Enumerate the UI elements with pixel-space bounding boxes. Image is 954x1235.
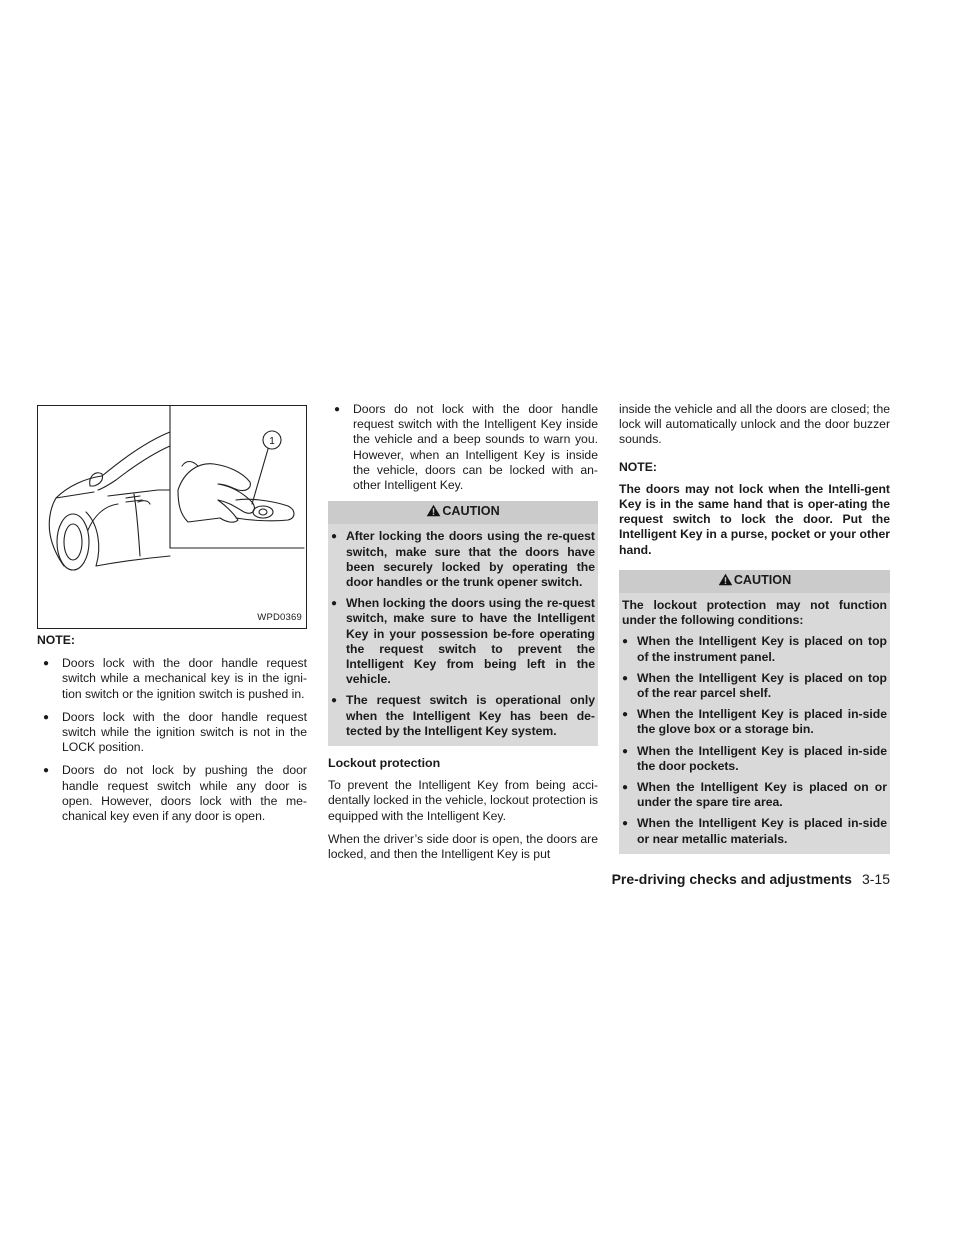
column-2 [328, 402, 598, 870]
caution-heading [619, 570, 890, 593]
lockout-protection-heading: Lockout protection [328, 756, 441, 771]
caution-list [622, 634, 887, 846]
warning-triangle-icon [718, 573, 733, 590]
warning-triangle-icon [426, 504, 441, 521]
note-item: ● Doors do not lock with the door handle request switch with the Intelligent Key inside the vehicle and a beep sounds to warn you. However, when an Intelligent Key is inside the vehicle, doors can be locked with an-other Intelligent Key. [328, 402, 598, 493]
caution-heading [328, 501, 598, 524]
caution-item: ● When the Intelligent Key is placed on or under the spare tire area. [622, 780, 887, 810]
door-handle-illustration [37, 405, 307, 629]
note-item: ● Doors lock with the door handle request switch while the ignition switch is not in the LOCK position. [37, 710, 307, 756]
note-heading: NOTE: [37, 633, 75, 647]
paragraph: When the driver’s side door is open, the doors are locked, and then the Intelligent Key is put [328, 831, 598, 862]
callout-number: 1 [269, 436, 275, 447]
caution-label: CAUTION [442, 504, 500, 519]
caution-item: ● When the Intelligent Key is placed on top of the rear parcel shelf. [622, 671, 887, 701]
caution-list [331, 529, 595, 739]
caution-item: ● When locking the doors using the re-quest switch, make sure to have the Intelligent Key in your possession be-fore operating the request switch to prevent the Intelligent Key from being left in the vehicle. [331, 596, 595, 687]
caution-box [328, 501, 598, 746]
note-text: The doors may not lock when the Intelli-gent Key is in the same hand that is oper-ating the request switch to lock the door. Put the Intelligent Key in a purse, pocket or your other hand. [619, 481, 890, 557]
note-heading: NOTE: [619, 459, 657, 474]
section-title: Pre-driving checks and adjustments [611, 871, 852, 887]
caution-item: ● When the Intelligent Key is placed in-side the glove box or a storage bin. [622, 707, 887, 737]
figure-code: WPD0369 [257, 611, 302, 623]
continued-note-list [328, 402, 598, 493]
column-3 [619, 402, 890, 864]
caution-label: CAUTION [733, 572, 792, 587]
column-1 [37, 405, 307, 832]
caution-item: ● The request switch is operational only when the Intelligent Key has been de-tected by the Intelligent Key system. [331, 693, 595, 739]
paragraph: To prevent the Intelligent Key from being acci-dentally locked in the vehicle, lockout protection is equipped with the Intelligent Key. [328, 778, 598, 823]
caution-item: ● When the Intelligent Key is placed in-side the door pockets. [622, 744, 887, 774]
caution-item: ● After locking the doors using the re-quest switch, make sure that the doors have been securely locked by operating the door handles or the trunk opener switch. [331, 529, 595, 590]
note-list [37, 656, 307, 824]
paragraph: inside the vehicle and all the doors are closed; the lock will automatically unlock and the door buzzer sounds. [619, 402, 890, 447]
caution-box [619, 570, 890, 854]
page-number: 3-15 [861, 871, 890, 887]
page-footer [600, 871, 890, 887]
caution-intro: The lockout protection may not function under the following conditions: [622, 598, 887, 628]
caution-item: ● When the Intelligent Key is placed in-side or near metallic materials. [622, 816, 887, 846]
note-item: ● Doors do not lock by pushing the door handle request switch while any door is open. However, doors lock with the me-chanical key even if any door is open. [37, 763, 307, 824]
note-item: ● Doors lock with the door handle request switch while a mechanical key is in the igni-tion switch or the ignition switch is pushed in. [37, 656, 307, 702]
car-door-handle-drawing [38, 406, 306, 628]
caution-item: ● When the Intelligent Key is placed on top of the instrument panel. [622, 634, 887, 664]
